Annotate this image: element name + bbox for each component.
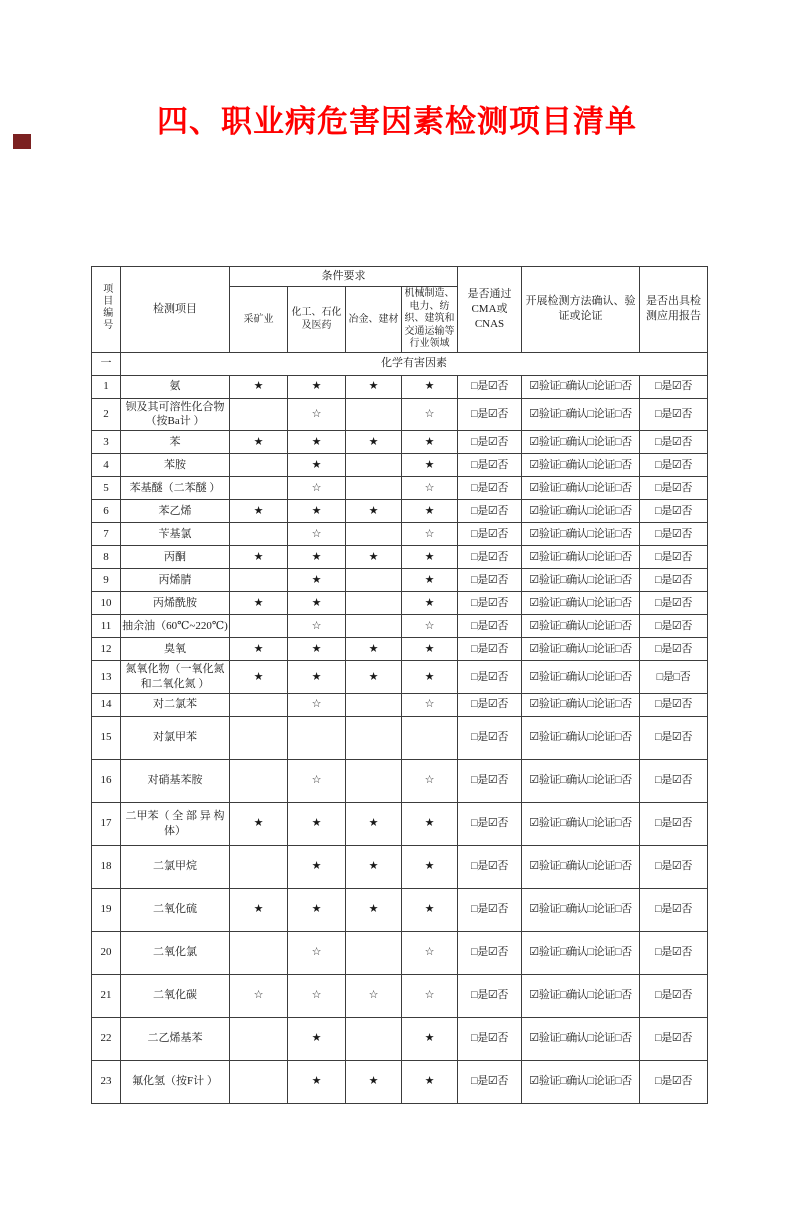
row-number-cell: 23 xyxy=(92,1060,121,1103)
report-checkbox-cell[interactable]: □是☑否 xyxy=(640,375,708,398)
industry-mark-chemical-cell: ☆ xyxy=(288,523,346,546)
item-name-cell: 二乙烯基苯 xyxy=(121,1017,230,1060)
table-row xyxy=(92,974,708,1017)
industry-mark-chemical-cell: ☆ xyxy=(288,693,346,716)
item-name-cell: 氨 xyxy=(121,375,230,398)
industry-mark-metallurgy-cell: ★ xyxy=(346,375,402,398)
item-name-cell: 氟化氢（按F计 ） xyxy=(121,1060,230,1103)
method-checkbox-cell[interactable]: ☑验证□确认□论证□否 xyxy=(522,592,640,615)
table-row xyxy=(92,888,708,931)
industry-mark-metallurgy-cell: ★ xyxy=(346,431,402,454)
item-name-cell: 臭氧 xyxy=(121,638,230,661)
industry-mark-chemical-cell: ★ xyxy=(288,638,346,661)
header-item-name: 检测项目 xyxy=(121,267,230,353)
report-checkbox-cell[interactable]: □是☑否 xyxy=(640,693,708,716)
item-name-cell: 苯基醚（二苯醚 ） xyxy=(121,477,230,500)
industry-mark-mining-cell xyxy=(230,845,288,888)
table-row xyxy=(92,592,708,615)
industry-mark-mining-cell: ★ xyxy=(230,661,288,694)
industry-mark-metallurgy-cell xyxy=(346,477,402,500)
industry-mark-chemical-cell: ☆ xyxy=(288,477,346,500)
report-checkbox-cell[interactable]: □是☑否 xyxy=(640,716,708,759)
industry-mark-machinery-cell: ☆ xyxy=(402,693,458,716)
table-row xyxy=(92,431,708,454)
industry-mark-chemical-cell: ☆ xyxy=(288,974,346,1017)
industry-mark-metallurgy-cell: ★ xyxy=(346,500,402,523)
row-number-cell: 17 xyxy=(92,802,121,845)
method-checkbox-cell[interactable]: ☑验证□确认□论证□否 xyxy=(522,931,640,974)
item-name-cell: 苄基氯 xyxy=(121,523,230,546)
document-page xyxy=(0,96,794,1219)
item-name-cell: 丙酮 xyxy=(121,546,230,569)
item-name-cell: 对二氯苯 xyxy=(121,693,230,716)
method-checkbox-cell[interactable]: ☑验证□确认□论证□否 xyxy=(522,716,640,759)
industry-mark-metallurgy-cell xyxy=(346,398,402,431)
row-number-cell: 3 xyxy=(92,431,121,454)
industry-mark-mining-cell xyxy=(230,454,288,477)
header-report: 是否出具检测应用报告 xyxy=(640,267,708,353)
industry-mark-mining-cell xyxy=(230,398,288,431)
report-checkbox-cell[interactable]: □是☑否 xyxy=(640,431,708,454)
row-number-cell: 18 xyxy=(92,845,121,888)
cma-checkbox-cell[interactable]: □是☑否 xyxy=(458,1060,522,1103)
cma-checkbox-cell[interactable]: □是☑否 xyxy=(458,716,522,759)
table-header xyxy=(92,267,708,353)
header-cma: 是否通过CMA或CNAS xyxy=(458,267,522,353)
table-row xyxy=(92,1017,708,1060)
industry-mark-chemical-cell: ★ xyxy=(288,661,346,694)
row-number-cell: 13 xyxy=(92,661,121,694)
report-checkbox-cell[interactable]: □是☑否 xyxy=(640,477,708,500)
industry-mark-chemical-cell: ★ xyxy=(288,431,346,454)
table-row xyxy=(92,615,708,638)
industry-mark-mining-cell xyxy=(230,615,288,638)
industry-mark-machinery-cell: ☆ xyxy=(402,931,458,974)
cma-checkbox-cell[interactable]: □是☑否 xyxy=(458,592,522,615)
industry-mark-machinery-cell: ★ xyxy=(402,546,458,569)
industry-mark-chemical-cell: ★ xyxy=(288,454,346,477)
report-checkbox-cell[interactable]: □是☑否 xyxy=(640,500,708,523)
cma-checkbox-cell[interactable]: □是☑否 xyxy=(458,931,522,974)
report-checkbox-cell[interactable]: □是☑否 xyxy=(640,569,708,592)
industry-mark-mining-cell xyxy=(230,569,288,592)
industry-mark-chemical-cell: ★ xyxy=(288,375,346,398)
item-name-cell: 钡及其可溶性化合物（按Ba计 ） xyxy=(121,398,230,431)
header-method: 开展检测方法确认、验证或论证 xyxy=(522,267,640,353)
industry-mark-chemical-cell: ★ xyxy=(288,888,346,931)
row-number-cell: 21 xyxy=(92,974,121,1017)
cma-checkbox-cell[interactable]: □是☑否 xyxy=(458,523,522,546)
industry-mark-machinery-cell: ★ xyxy=(402,500,458,523)
industry-mark-mining-cell: ★ xyxy=(230,592,288,615)
table-row xyxy=(92,802,708,845)
method-checkbox-cell[interactable]: ☑验证□确认□论证□否 xyxy=(522,888,640,931)
item-name-cell: 二氯甲烷 xyxy=(121,845,230,888)
method-checkbox-cell[interactable]: ☑验证□确认□论证□否 xyxy=(522,431,640,454)
industry-mark-mining-cell: ★ xyxy=(230,638,288,661)
header-industry-machinery: 机械制造、电力、纺织、建筑和交通运输等行业领域 xyxy=(402,287,458,353)
industry-mark-metallurgy-cell xyxy=(346,569,402,592)
item-name-cell: 二甲苯（ 全 部 异 构体） xyxy=(121,802,230,845)
industry-mark-machinery-cell: ★ xyxy=(402,888,458,931)
report-checkbox-cell[interactable]: □是☑否 xyxy=(640,759,708,802)
row-number-cell: 16 xyxy=(92,759,121,802)
row-number-cell: 5 xyxy=(92,477,121,500)
method-checkbox-cell[interactable]: ☑验证□确认□论证□否 xyxy=(522,375,640,398)
industry-mark-metallurgy-cell: ☆ xyxy=(346,974,402,1017)
row-number-cell: 14 xyxy=(92,693,121,716)
table-row xyxy=(92,716,708,759)
item-name-cell: 丙烯腈 xyxy=(121,569,230,592)
method-checkbox-cell[interactable]: ☑验证□确认□论证□否 xyxy=(522,802,640,845)
row-number-cell: 1 xyxy=(92,375,121,398)
industry-mark-mining-cell: ★ xyxy=(230,888,288,931)
cma-checkbox-cell[interactable]: □是☑否 xyxy=(458,1017,522,1060)
table-row xyxy=(92,569,708,592)
cma-checkbox-cell[interactable]: □是☑否 xyxy=(458,500,522,523)
table-row xyxy=(92,638,708,661)
row-number-cell: 10 xyxy=(92,592,121,615)
table-row xyxy=(92,454,708,477)
item-name-cell: 对氯甲苯 xyxy=(121,716,230,759)
industry-mark-chemical-cell: ★ xyxy=(288,802,346,845)
header-industry-mining: 采矿业 xyxy=(230,287,288,353)
item-name-cell: 氮氧化物（一氧化氮和二氧化氮 ） xyxy=(121,661,230,694)
item-name-cell: 对硝基苯胺 xyxy=(121,759,230,802)
table-row xyxy=(92,398,708,431)
industry-mark-mining-cell xyxy=(230,716,288,759)
method-checkbox-cell[interactable]: ☑验证□确认□论证□否 xyxy=(522,454,640,477)
report-checkbox-cell[interactable]: □是□否 xyxy=(640,661,708,694)
item-name-cell: 丙烯酰胺 xyxy=(121,592,230,615)
industry-mark-metallurgy-cell xyxy=(346,693,402,716)
method-checkbox-cell[interactable]: ☑验证□确认□论证□否 xyxy=(522,1060,640,1103)
section-label-cell: 化学有害因素 xyxy=(121,352,708,375)
industry-mark-metallurgy-cell xyxy=(346,716,402,759)
industry-mark-chemical-cell: ★ xyxy=(288,1060,346,1103)
industry-mark-chemical-cell: ☆ xyxy=(288,615,346,638)
industry-mark-machinery-cell: ★ xyxy=(402,638,458,661)
industry-mark-machinery-cell: ☆ xyxy=(402,615,458,638)
row-number-cell: 9 xyxy=(92,569,121,592)
row-number-cell: 11 xyxy=(92,615,121,638)
report-checkbox-cell[interactable]: □是☑否 xyxy=(640,931,708,974)
industry-mark-mining-cell xyxy=(230,1017,288,1060)
cma-checkbox-cell[interactable]: □是☑否 xyxy=(458,615,522,638)
row-number-cell: 7 xyxy=(92,523,121,546)
cma-checkbox-cell[interactable]: □是☑否 xyxy=(458,398,522,431)
industry-mark-chemical-cell: ★ xyxy=(288,1017,346,1060)
industry-mark-machinery-cell: ★ xyxy=(402,431,458,454)
header-item-number: 项目编号 xyxy=(92,267,121,353)
cma-checkbox-cell[interactable]: □是☑否 xyxy=(458,454,522,477)
table-row xyxy=(92,759,708,802)
industry-mark-machinery-cell: ★ xyxy=(402,569,458,592)
header-condition-group: 条件要求 xyxy=(230,267,458,287)
detection-items-table xyxy=(91,266,708,1104)
item-name-cell: 苯乙烯 xyxy=(121,500,230,523)
table-row xyxy=(92,931,708,974)
method-checkbox-cell[interactable]: ☑验证□确认□论证□否 xyxy=(522,569,640,592)
method-checkbox-cell[interactable]: ☑验证□确认□论证□否 xyxy=(522,398,640,431)
industry-mark-machinery-cell: ★ xyxy=(402,1017,458,1060)
industry-mark-chemical-cell: ☆ xyxy=(288,398,346,431)
industry-mark-metallurgy-cell xyxy=(346,523,402,546)
report-checkbox-cell[interactable]: □是☑否 xyxy=(640,802,708,845)
industry-mark-metallurgy-cell xyxy=(346,454,402,477)
industry-mark-mining-cell: ★ xyxy=(230,431,288,454)
industry-mark-chemical-cell: ★ xyxy=(288,592,346,615)
industry-mark-mining-cell: ★ xyxy=(230,546,288,569)
industry-mark-machinery-cell: ☆ xyxy=(402,523,458,546)
table-row xyxy=(92,375,708,398)
industry-mark-metallurgy-cell xyxy=(346,592,402,615)
row-number-cell: 19 xyxy=(92,888,121,931)
industry-mark-mining-cell: ☆ xyxy=(230,974,288,1017)
header-industry-chemical: 化工、石化及医药 xyxy=(288,287,346,353)
industry-mark-mining-cell xyxy=(230,477,288,500)
industry-mark-mining-cell xyxy=(230,759,288,802)
cma-checkbox-cell[interactable]: □是☑否 xyxy=(458,759,522,802)
method-checkbox-cell[interactable]: ☑验证□确认□论证□否 xyxy=(522,477,640,500)
report-checkbox-cell[interactable]: □是☑否 xyxy=(640,592,708,615)
industry-mark-machinery-cell: ★ xyxy=(402,845,458,888)
cma-checkbox-cell[interactable]: □是☑否 xyxy=(458,802,522,845)
item-name-cell: 二氧化氯 xyxy=(121,931,230,974)
row-number-cell: 6 xyxy=(92,500,121,523)
row-number-cell: 8 xyxy=(92,546,121,569)
method-checkbox-cell[interactable]: ☑验证□确认□论证□否 xyxy=(522,693,640,716)
industry-mark-chemical-cell: ☆ xyxy=(288,759,346,802)
cma-checkbox-cell[interactable]: □是☑否 xyxy=(458,638,522,661)
cma-checkbox-cell[interactable]: □是☑否 xyxy=(458,974,522,1017)
industry-mark-machinery-cell: ☆ xyxy=(402,759,458,802)
cma-checkbox-cell[interactable]: □是☑否 xyxy=(458,477,522,500)
table-row xyxy=(92,477,708,500)
table-row xyxy=(92,1060,708,1103)
method-checkbox-cell[interactable]: ☑验证□确认□论证□否 xyxy=(522,845,640,888)
industry-mark-mining-cell xyxy=(230,931,288,974)
industry-mark-metallurgy-cell xyxy=(346,615,402,638)
industry-mark-metallurgy-cell xyxy=(346,1017,402,1060)
method-checkbox-cell[interactable]: ☑验证□确认□论证□否 xyxy=(522,1017,640,1060)
page-title: 四、职业病危害因素检测项目清单 xyxy=(157,104,637,139)
cma-checkbox-cell[interactable]: □是☑否 xyxy=(458,569,522,592)
industry-mark-machinery-cell: ★ xyxy=(402,802,458,845)
row-number-cell: 2 xyxy=(92,398,121,431)
industry-mark-metallurgy-cell: ★ xyxy=(346,802,402,845)
report-checkbox-cell[interactable]: □是☑否 xyxy=(640,888,708,931)
cma-checkbox-cell[interactable]: □是☑否 xyxy=(458,693,522,716)
industry-mark-metallurgy-cell xyxy=(346,759,402,802)
industry-mark-chemical-cell: ★ xyxy=(288,845,346,888)
cma-checkbox-cell[interactable]: □是☑否 xyxy=(458,845,522,888)
cma-checkbox-cell[interactable]: □是☑否 xyxy=(458,888,522,931)
industry-mark-machinery-cell: ☆ xyxy=(402,477,458,500)
row-number-cell: 4 xyxy=(92,454,121,477)
industry-mark-mining-cell: ★ xyxy=(230,500,288,523)
industry-mark-mining-cell xyxy=(230,693,288,716)
table-row xyxy=(92,546,708,569)
industry-mark-mining-cell: ★ xyxy=(230,802,288,845)
cma-checkbox-cell[interactable]: □是☑否 xyxy=(458,431,522,454)
cma-checkbox-cell[interactable]: □是☑否 xyxy=(458,546,522,569)
industry-mark-metallurgy-cell xyxy=(346,931,402,974)
table-row xyxy=(92,661,708,694)
method-checkbox-cell[interactable]: ☑验证□确认□论证□否 xyxy=(522,661,640,694)
row-number-cell: 12 xyxy=(92,638,121,661)
item-name-cell: 抽余油（60℃~220℃) xyxy=(121,615,230,638)
table-row xyxy=(92,845,708,888)
industry-mark-machinery-cell: ☆ xyxy=(402,398,458,431)
method-checkbox-cell[interactable]: ☑验证□确认□论证□否 xyxy=(522,759,640,802)
method-checkbox-cell[interactable]: ☑验证□确认□论证□否 xyxy=(522,615,640,638)
table-row xyxy=(92,693,708,716)
industry-mark-metallurgy-cell: ★ xyxy=(346,546,402,569)
industry-mark-metallurgy-cell: ★ xyxy=(346,845,402,888)
report-checkbox-cell[interactable]: □是☑否 xyxy=(640,523,708,546)
cma-checkbox-cell[interactable]: □是☑否 xyxy=(458,661,522,694)
row-number-cell: 15 xyxy=(92,716,121,759)
section-number-cell: 一 xyxy=(92,352,121,375)
item-name-cell: 苯 xyxy=(121,431,230,454)
report-checkbox-cell[interactable]: □是☑否 xyxy=(640,454,708,477)
industry-mark-metallurgy-cell: ★ xyxy=(346,1060,402,1103)
method-checkbox-cell[interactable]: ☑验证□确认□论证□否 xyxy=(522,523,640,546)
cma-checkbox-cell[interactable]: □是☑否 xyxy=(458,375,522,398)
industry-mark-machinery-cell: ★ xyxy=(402,661,458,694)
industry-mark-mining-cell xyxy=(230,1060,288,1103)
industry-mark-machinery-cell: ☆ xyxy=(402,974,458,1017)
industry-mark-chemical-cell: ★ xyxy=(288,500,346,523)
table-row xyxy=(92,500,708,523)
industry-mark-machinery-cell xyxy=(402,716,458,759)
report-checkbox-cell[interactable]: □是☑否 xyxy=(640,845,708,888)
table-row xyxy=(92,523,708,546)
method-checkbox-cell[interactable]: ☑验证□确认□论证□否 xyxy=(522,500,640,523)
report-checkbox-cell[interactable]: □是☑否 xyxy=(640,546,708,569)
report-checkbox-cell[interactable]: □是☑否 xyxy=(640,615,708,638)
method-checkbox-cell[interactable]: ☑验证□确认□论证□否 xyxy=(522,546,640,569)
industry-mark-chemical-cell: ★ xyxy=(288,569,346,592)
row-number-cell: 22 xyxy=(92,1017,121,1060)
industry-mark-chemical-cell xyxy=(288,716,346,759)
industry-mark-machinery-cell: ★ xyxy=(402,454,458,477)
report-checkbox-cell[interactable]: □是☑否 xyxy=(640,1060,708,1103)
industry-mark-metallurgy-cell: ★ xyxy=(346,661,402,694)
report-checkbox-cell[interactable]: □是☑否 xyxy=(640,1017,708,1060)
row-number-cell: 20 xyxy=(92,931,121,974)
industry-mark-metallurgy-cell: ★ xyxy=(346,638,402,661)
industry-mark-mining-cell: ★ xyxy=(230,375,288,398)
method-checkbox-cell[interactable]: ☑验证□确认□论证□否 xyxy=(522,974,640,1017)
item-name-cell: 二氧化碳 xyxy=(121,974,230,1017)
section-row xyxy=(92,352,708,375)
report-checkbox-cell[interactable]: □是☑否 xyxy=(640,398,708,431)
industry-mark-machinery-cell: ★ xyxy=(402,375,458,398)
report-checkbox-cell[interactable]: □是☑否 xyxy=(640,974,708,1017)
item-name-cell: 苯胺 xyxy=(121,454,230,477)
industry-mark-chemical-cell: ☆ xyxy=(288,931,346,974)
header-industry-metallurgy: 冶金、建材 xyxy=(346,287,402,353)
industry-mark-mining-cell xyxy=(230,523,288,546)
table-body xyxy=(92,352,708,1103)
industry-mark-metallurgy-cell: ★ xyxy=(346,888,402,931)
industry-mark-machinery-cell: ★ xyxy=(402,592,458,615)
method-checkbox-cell[interactable]: ☑验证□确认□论证□否 xyxy=(522,638,640,661)
industry-mark-machinery-cell: ★ xyxy=(402,1060,458,1103)
report-checkbox-cell[interactable]: □是☑否 xyxy=(640,638,708,661)
industry-mark-chemical-cell: ★ xyxy=(288,546,346,569)
item-name-cell: 二氧化硫 xyxy=(121,888,230,931)
corner-mark xyxy=(13,134,31,149)
